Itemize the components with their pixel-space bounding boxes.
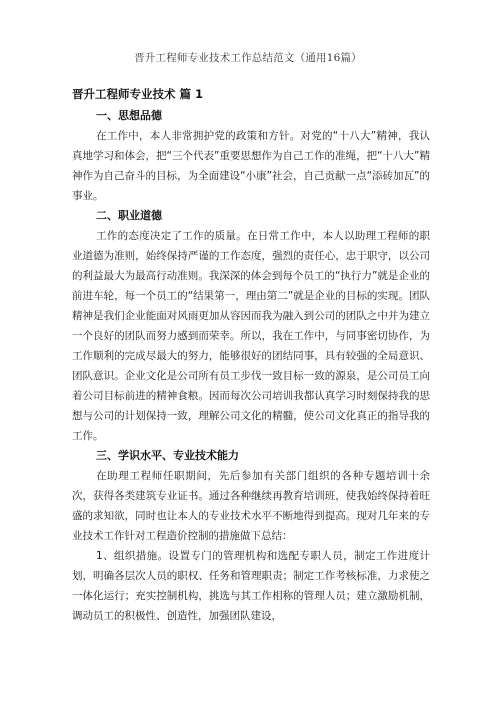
page-header: 晋升工程师专业技术工作总结范文（通用16篇） [134, 52, 362, 64]
paragraph: 1、组织措施。设置专门的管理机构和选配专职人员，制定工作进度计划，明确各层次人员的职权、任务和管理职责；制定工作考核标准，力求使之一体化运行；充实控制机构，挑选与其工作相称的管理人员；建立激励机制，调动员工的积极性、创造性，加强团队建设， [72, 550, 430, 622]
paragraph: 在工作中，本人非常拥护党的政策和方针。对党的“十八大”精神，我认真地学习和体会，把“三个代表”重要思想作为自己工作的准绳，把“十八大”精神作为自己奋斗的目标，为全面建设“小康”社会，自己贡献一点“添砖加瓦”的事业。 [72, 130, 430, 202]
paragraph: 在助理工程师任职期间，先后参加有关部门组织的各种专题培训十余次，获得各类建筑专业证书。通过各种继续再教育培训班，使我始终保持着旺盛的求知欲，同时也让本人的专业技术水平不断地得到提高。现对几年来的专业技术工作针对工程造价控制的措施做下总结： [72, 470, 430, 542]
section-heading-professional-ethics: 二、职业道德 [96, 209, 162, 222]
article-body [72, 84, 430, 626]
section-heading-ethics: 一、思想品德 [96, 109, 162, 122]
section-heading-knowledge-skills: 三、学识水平、专业技术能力 [96, 449, 239, 462]
article-title: 晋升工程师专业技术 篇 1 [72, 87, 204, 101]
paragraph: 工作的态度决定了工作的质量。在日常工作中，本人以助理工程师的职业道德为准则，始终保持严谨的工作态度，强烈的责任心，忠于职守，以公司的利益最大为最高行动准则。我深深的体会到每个员工的“执行力”就是企业的前进车轮，每一个员工的“结果第一，理由第二”就是企业的目标的实现。团队精神是我们企业能面对风雨更加从容因而我为融入到公司的团队之中并为建立一个良好的团队而努力感到而荣幸。所以，我在工作中，与同事密切协作，为工作顺利的完成尽最大的努力，能够很好的团结同事，具有较强的全局意识、团队意识。企业文化是公司所有员工步伐一致目标一致的源泉，是公司员工向着公司目标前进的精神食粮。因而每次公司培训我都认真学习时刻保持我的思想与公司的计划保持一致，理解公司文化的精髓，使公司文化真正的指导我的工作。 [72, 230, 430, 442]
